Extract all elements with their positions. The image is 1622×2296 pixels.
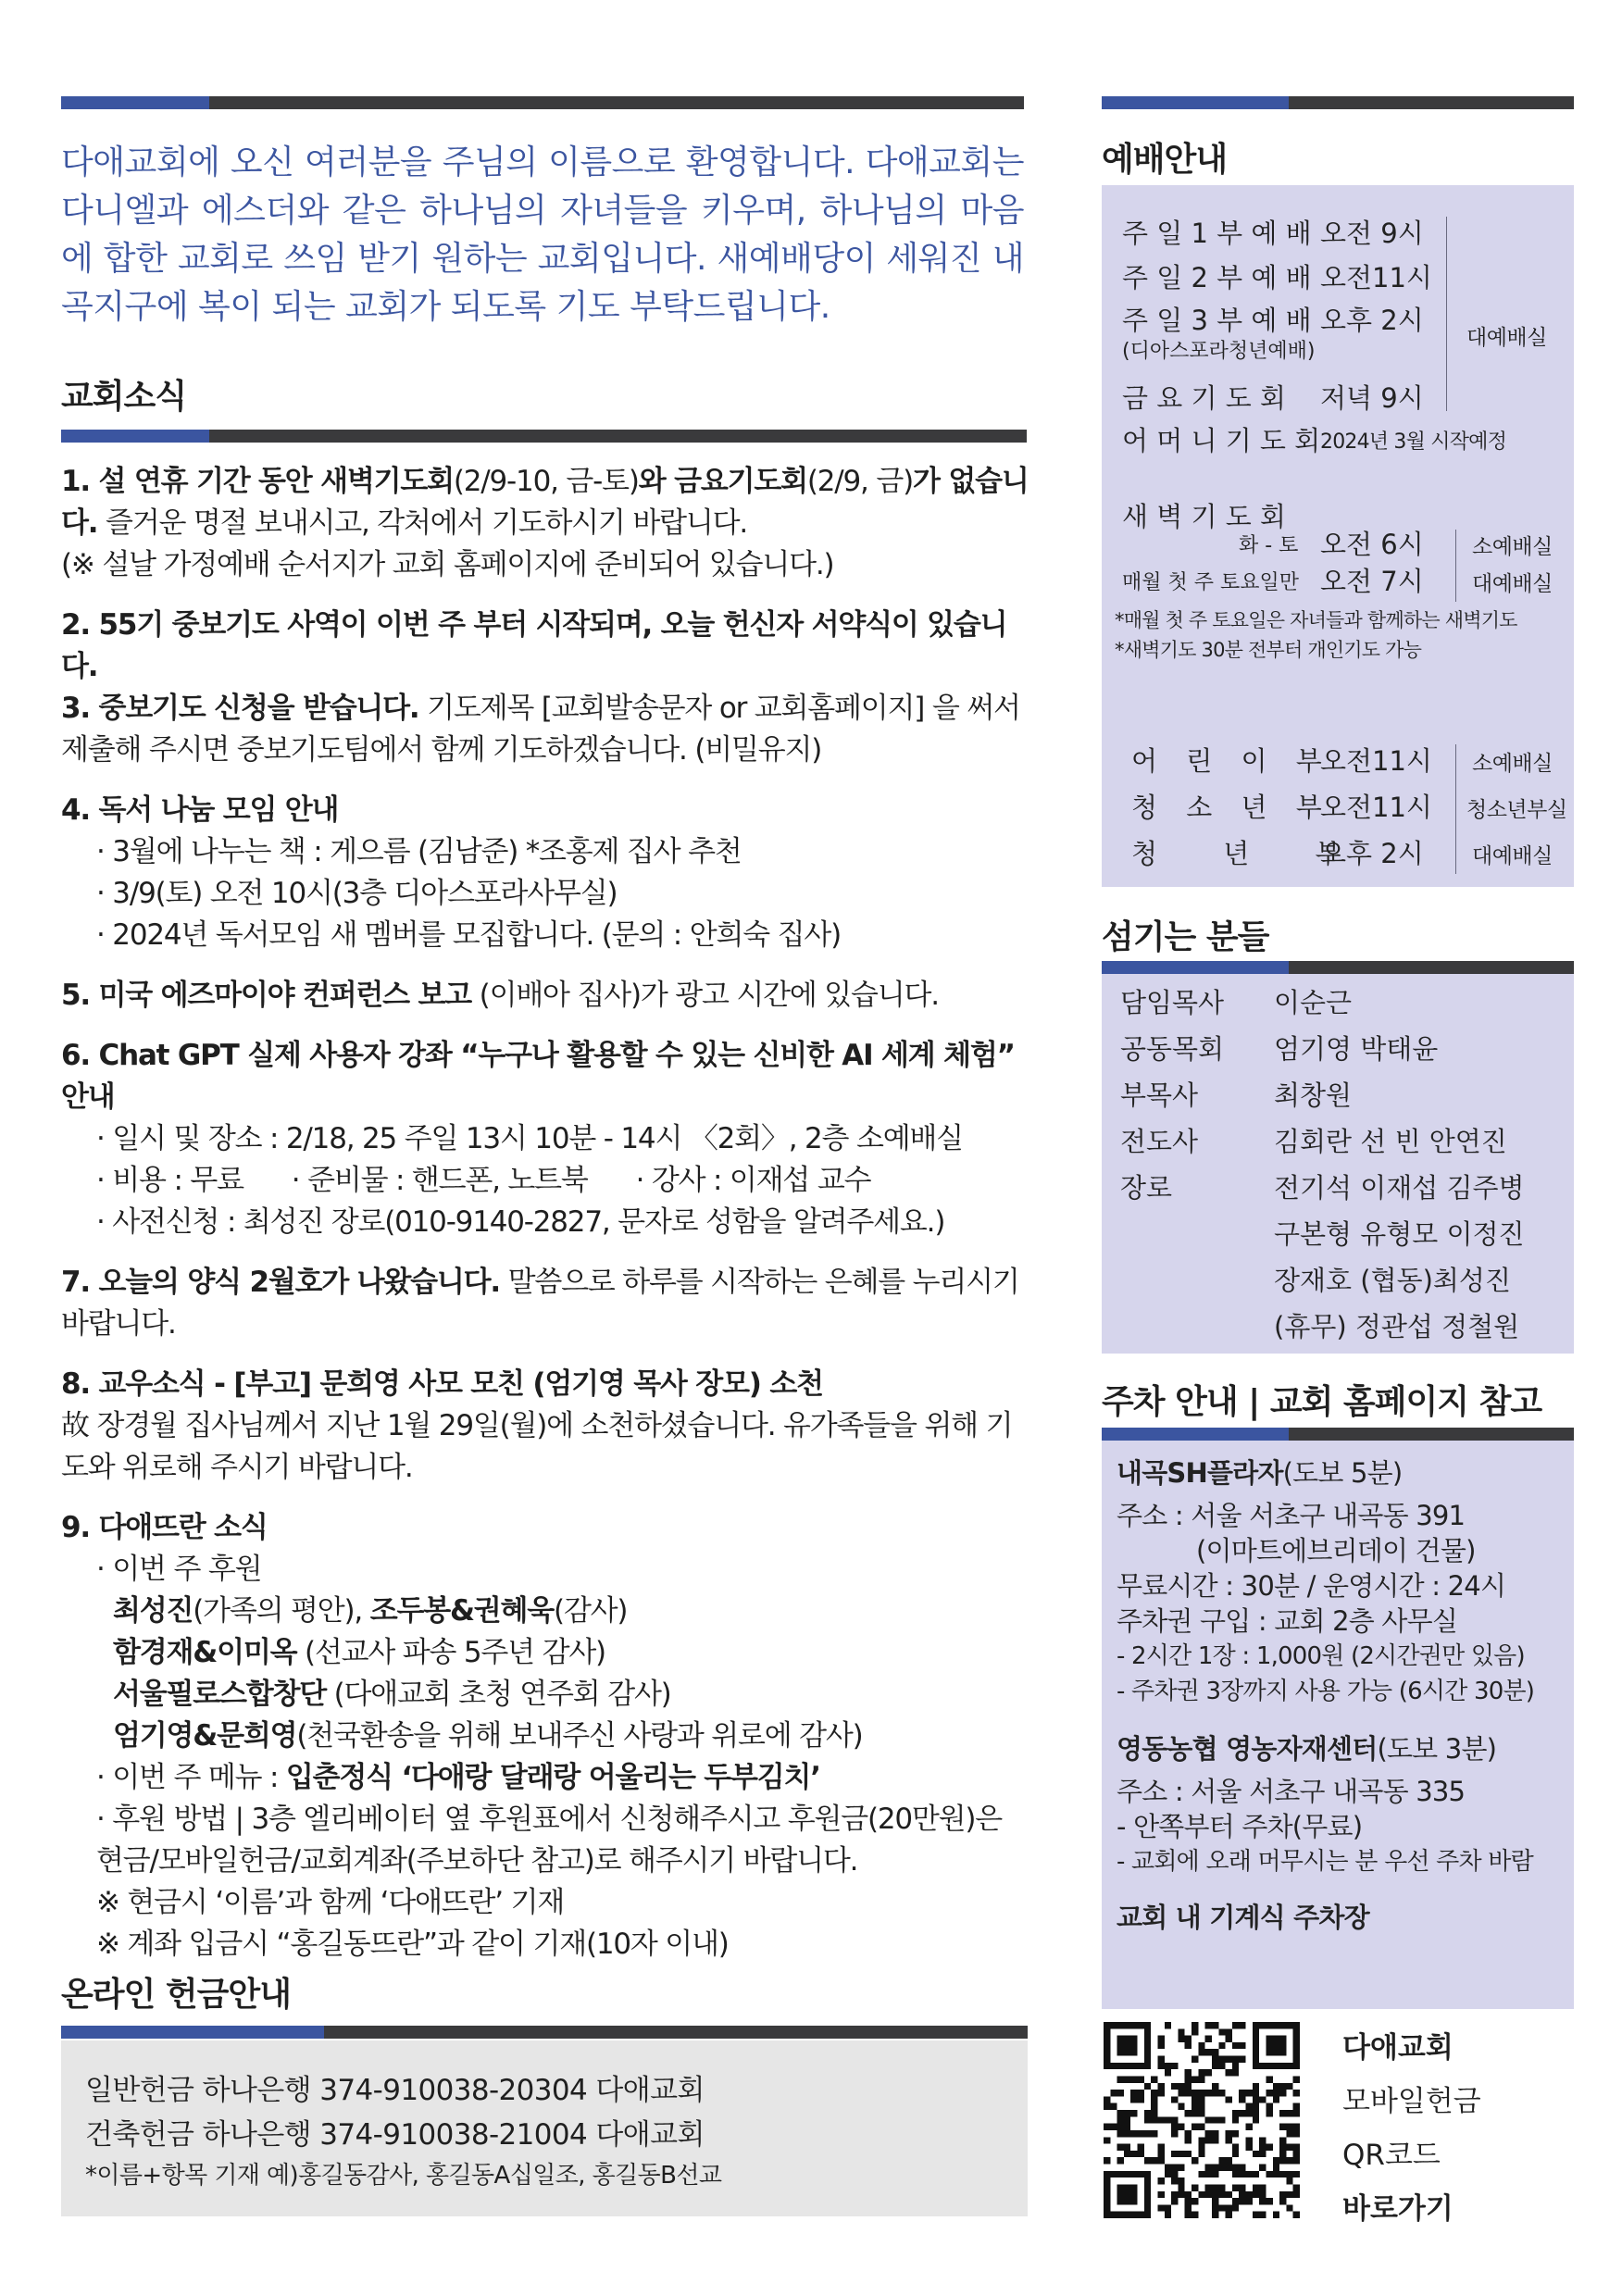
servants-title: 섬기는 분들 (1102, 918, 1269, 956)
offering-title: 온라인 헌금안내 (61, 1976, 291, 2014)
young-adult-dept: 청 년 부 (1131, 838, 1341, 869)
news-item-4: 4. 독서 나눔 모임 안내 · 3월에 나누는 책 : 게으름 (김남준) *조홍제 집사 추천 · 3/9(토) 오전 10시(3층 디아스포라사무실) · 2024년 독서모임 새 멤버를 모집합니다. (문의 : 안희숙 집사) (61, 793, 841, 952)
young-adult-time: 오후 2시 (1320, 838, 1424, 869)
dawn-note-1: *매월 첫 주 토요일은 자녀들과 함께하는 새벽기도 (1115, 609, 1517, 631)
servant-names: 구본형 유형모 이정진 (1274, 1218, 1525, 1250)
dawn-time-2: 오전 7시 (1320, 566, 1424, 597)
servant-names: 최창원 (1274, 1079, 1353, 1111)
parking-info: 내곡SH플라자(도보 5분) 주소 : 서울 서초구 내곡동 391 (이마트에브리데이 건물) 무료시간 : 30분 / 운영시간 : 24시 주차권 구입 : 교회 2층 사무실 - 2시간 1장 : 1,000원 (2시간권만 있음) - 주차권 3장까지 사용 가능 (6시간 30분) 영동농협 영농자재센터(도보 3분) 주소 : 서울 서초구 내곡동 335 - 안쪽부터 주차(무료) - 교회에 오래 머무시는 분 우선 주차 바람 교회 내 기계식 주차장 (1117, 1457, 1535, 1933)
servant-names: (휴무) 정관섭 정철원 (1274, 1311, 1520, 1342)
news-item-5: 5. 미국 에즈마이야 컨퍼런스 보고 (이배아 집사)가 광고 시간에 있습니다. (61, 979, 939, 1012)
dawn-first-saturday: 매월 첫 주 토요일만 (1122, 571, 1299, 594)
top-bar-right (1102, 96, 1574, 109)
parking-3-name: 교회 내 기계식 주차장 (1117, 1902, 1369, 1933)
kids-dept: 어 린 이 부 (1131, 745, 1322, 777)
welcome-text: 다애교회에 오신 여러분을 주님의 이름으로 환영합니다. 다애교회는 다니엘과 에스더와 같은 하나님의 자녀들을 키우며, 하나님의 마음에 합한 교회로 쓰임 받기 원하는 교회입니다. 새예배당이 세워진 내곡지구에 복이 되는 교회가 되도록 기도 부탁드립니다. (61, 144, 1024, 326)
dawn-time-1: 오전 6시 (1320, 529, 1424, 560)
servant-row (1120, 1118, 1507, 1165)
servant-names: 전기석 이재섭 김주병 (1274, 1172, 1525, 1204)
parking-title: 주차 안내 | 교회 홈페이지 참고 (1102, 1383, 1542, 1421)
offering-general: 일반헌금 하나은행 374-910038-20304 다애교회 (85, 2074, 705, 2107)
qr-label-qr-code: QR코드 (1342, 2139, 1441, 2172)
news-title: 교회소식 (61, 378, 187, 416)
servant-row (1120, 1026, 1439, 1072)
news-item-8: 8. 교우소식 - [부고] 문희영 사모 모친 (엄기영 목사 장모) 소천 故 장경월 집사님께서 지난 1월 29일(월)에 소천하셨습니다. 유가족들을 위해 기도와 위로해 주시기 바랍니다. (61, 1367, 1013, 1484)
worship-row-3-sub: (디아스포라청년예배) (1122, 340, 1316, 363)
worship-time-4: 저녁 9시 (1320, 382, 1424, 414)
top-bar-left (61, 96, 1024, 109)
servants-title-bar (1102, 961, 1574, 974)
dawn-title: 새 벽 기 도 회 (1122, 501, 1286, 532)
youth-time: 오전11시 (1320, 792, 1432, 823)
worship-time-5: 2024년 3월 시작예정 (1320, 430, 1507, 454)
dawn-divider (1455, 530, 1456, 602)
dawn-days: 화 - 토 (1239, 534, 1299, 557)
worship-divider-1 (1446, 217, 1447, 411)
servant-role: 장로 (1120, 1172, 1173, 1204)
dawn-location-2: 대예배실 (1472, 572, 1553, 596)
servant-names: 이순근 (1274, 987, 1353, 1018)
news-item-1: 1. 설 연휴 기간 동안 새벽기도회(2/9-10, 금-토)와 금요기도회(2/9, 금)가 없습니다. 즐거운 명절 보내시고, 각처에서 기도하시기 바랍니다. (※ 설날 가정예배 순서지가 교회 홈페이지에 준비되어 있습니다.) (61, 465, 1029, 581)
servant-row (1120, 1165, 1525, 1211)
servant-role: 전도사 (1120, 1126, 1199, 1157)
servant-row (1120, 1257, 1511, 1304)
parking-1-name: 내곡SH플라자 (1117, 1457, 1283, 1489)
dawn-location-1: 소예배실 (1472, 535, 1553, 559)
worship-row-4: 금 요 기 도 회 (1122, 382, 1286, 414)
dawn-note-2: *새벽기도 30분 전부터 개인기도 가능 (1115, 639, 1422, 661)
news-list (61, 461, 1029, 1984)
kids-location: 소예배실 (1472, 752, 1553, 776)
news-title-bar (61, 430, 1027, 443)
offering-building: 건축헌금 하나은행 374-910038-21004 다애교회 (85, 2118, 705, 2152)
news-item-7: 7. 오늘의 양식 2월호가 나왔습니다. 말씀으로 하루를 시작하는 은혜를 누리시기 바랍니다. (61, 1266, 1019, 1341)
worship-time-2: 오전11시 (1320, 262, 1432, 293)
servant-role: 담임목사 (1120, 987, 1225, 1018)
servant-names: 김회란 선 빈 안연진 (1274, 1126, 1507, 1157)
parking-title-bar (1102, 1428, 1574, 1441)
worship-row-5: 어 머 니 기 도 회 (1122, 425, 1321, 456)
qr-label-church: 다애교회 (1342, 2031, 1454, 2065)
servant-row (1120, 980, 1353, 1026)
offering-note: *이름+항목 기재 예)홍길동감사, 홍길동A십일조, 홍길동B선교 (85, 2162, 722, 2190)
youth-location: 청소년부실 (1466, 798, 1567, 822)
servant-names: 장재호 (협동)최성진 (1274, 1265, 1511, 1296)
offering-box (61, 2040, 1028, 2216)
qr-label-shortcut[interactable]: 바로가기 (1342, 2192, 1454, 2226)
worship-row-3: 주 일 3 부 예 배 (1122, 305, 1312, 336)
servant-role: 부목사 (1120, 1079, 1199, 1111)
kids-time: 오전11시 (1320, 745, 1432, 777)
worship-row-1: 주 일 1 부 예 배 (1122, 218, 1312, 249)
qr-label-mobile-offering: 모바일헌금 (1342, 2085, 1481, 2118)
youth-dept: 청 소 년 부 (1131, 792, 1322, 823)
worship-time-1: 오전 9시 (1320, 218, 1424, 249)
qr-code-icon[interactable] (1104, 2022, 1300, 2218)
servant-row (1120, 1211, 1525, 1257)
servant-names: 엄기영 박태윤 (1274, 1033, 1439, 1065)
servant-row (1120, 1304, 1520, 1350)
news-item-6: 6. Chat GPT 실제 사용자 강좌 “누구나 활용할 수 있는 신비한 AI 세계 체험” 안내 · 일시 및 장소 : 2/18, 25 주일 13시 10분 - 14시 〈2회〉, 2층 소예배실 · 비용 : 무료 · 준비물 : 핸드폰, 노트북 · 강사 : 이재섭 교수 · 사전신청 : 최성진 장로(010-9140-2827, 문자로 성함을 알려주세요.) (61, 1039, 1015, 1239)
dept-divider (1455, 744, 1456, 874)
worship-title: 예배안내 (1102, 141, 1228, 179)
worship-main-location: 대예배실 (1466, 326, 1547, 350)
young-adult-location: 대예배실 (1472, 844, 1553, 868)
worship-row-2: 주 일 2 부 예 배 (1122, 262, 1312, 293)
news-item-2-3: 2. 55기 중보기도 사역이 이번 주 부터 시작되며, 오늘 헌신자 서약식이 있습니다. 3. 중보기도 신청을 받습니다. 기도제목 [교회발송문자 or 교회홈페이지] 을 써서 제출해 주시면 중보기도팀에서 함께 기도하겠습니다. (비밀유지) (61, 608, 1020, 767)
servant-row (1120, 1072, 1353, 1118)
news-item-9: 9. 다애뜨란 소식 · 이번 주 후원 최성진(가족의 평안), 조두봉&권혜욱(감사) 함경재&이미옥 (선교사 파송 5주년 감사) 서울필로스합창단 (다애교회 초청 연주회 감사) 엄기영&문희영(천국환송을 위해 보내주신 사랑과 위로에 감사) · 이번 주 메뉴 : 입춘정식 ‘다애랑 달래랑 어울리는 두부김치’ · 후원 방법 | 3층 엘리베이터 옆 후원표에서 신청해주시고 후원금(20만원)은 현금/모바일헌금/교회계좌(주보하단 참고)로 해주시기 바랍니다. ※ 현금시 ‘이름’과 함께 ‘다애뜨란’ 기재 ※ 계좌 입금시 “홍길동뜨란”과 같이 기재(10자 이내) (61, 1511, 1003, 1961)
worship-time-3: 오후 2시 (1320, 305, 1424, 336)
offering-title-bar (61, 2026, 1028, 2039)
parking-2-name: 영동농협 영농자재센터 (1117, 1733, 1378, 1765)
servant-role: 공동목회 (1120, 1033, 1225, 1065)
